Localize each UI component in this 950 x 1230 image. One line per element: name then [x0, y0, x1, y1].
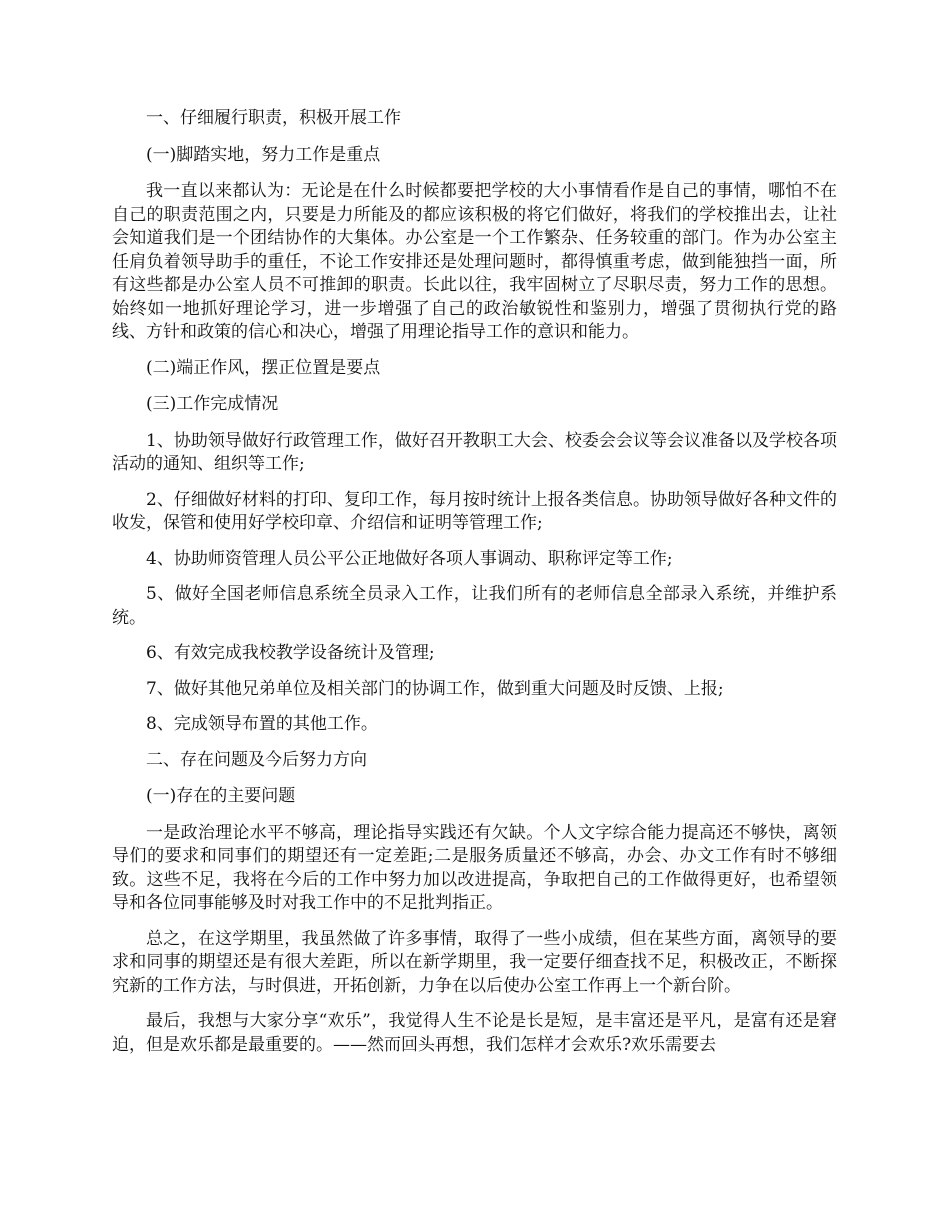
- list-item: 8、完成领导布置的其他工作。: [146, 714, 378, 734]
- list-item: 2、仔细做好材料的打印、复印工作，每月按时统计上报各类信息。协助领导做好各种文件的收发，保管和使用好学校印章、介绍信和证明等管理工作;: [112, 489, 837, 533]
- section-heading-1: 一、仔细履行职责，积极开展工作: [146, 108, 401, 128]
- subsection-heading-4: (一)存在的主要问题: [146, 786, 296, 806]
- body-paragraph: 最后，我想与大家分享“欢乐”，我觉得人生不论是长是短，是丰富还是平凡，是富有还是窘迫，但是欢乐都是最重要的。——然而回头再想，我们怎样才会欢乐?欢乐需要去: [112, 1011, 837, 1055]
- list-item: 5、做好全国老师信息系统全员录入工作，让我们所有的老师信息全部录入系统，并维护系统。: [112, 584, 837, 628]
- list-item: 6、有效完成我校教学设备统计及管理;: [146, 643, 435, 663]
- subsection-heading-1: (一)脚踏实地，努力工作是重点: [146, 144, 381, 165]
- subsection-heading-2: (二)端正作风，摆正位置是要点: [146, 357, 381, 378]
- list-item: 7、做好其他兄弟单位及相关部门的协调工作，做到重大问题及时反馈、上报;: [146, 678, 724, 699]
- body-paragraph: 我一直以来都认为：无论是在什么时候都要把学校的大小事情看作是自己的事情，哪怕不在自己的职责范围之内，只要是力所能及的都应该积极的将它们做好，将我们的学校推出去，让社会知道我们是一个团结协作的大集体。办公室是一个工作繁杂、任务较重的部门。作为办公室主任肩负着领导助手的重任，不论工作安排还是处理问题时，都得慎重考虑，做到能独挡一面，所有这些都是办公室人员不可推卸的职责。长此以往，我牢固树立了尽职尽责，努力工作的思想。始终如一地抓好理论学习，进一步增强了自己的政治敏锐性和鉴别力，增强了贯彻执行党的路线、方针和政策的信心和决心，增强了用理论指导工作的意识和能力。: [112, 181, 837, 342]
- list-item: 1、协助领导做好行政管理工作，做好召开教职工大会、校委会会议等会议准备以及学校各项活动的通知、组织等工作;: [112, 430, 837, 474]
- document-page: [112, 107, 837, 1069]
- subsection-heading-3: (三)工作完成情况: [146, 394, 279, 414]
- list-item: 4、协助师资管理人员公平公正地做好各项人事调动、职称评定等工作;: [146, 548, 673, 569]
- section-heading-2: 二、存在问题及今后努力方向: [146, 749, 367, 770]
- body-paragraph: 一是政治理论水平不够高，理论指导实践还有欠缺。个人文字综合能力提高还不够快，离领导们的要求和同事们的期望还有一定差距;二是服务质量还不够高，办会、办文工作有时不够细致。这些不足，我将在今后的工作中努力加以改进提高，争取把自己的工作做得更好，也希望领导和各位同事能够及时对我工作中的不足批判指正。: [112, 822, 837, 913]
- body-paragraph: 总之，在这学期里，我虽然做了许多事情，取得了一些小成绩，但在某些方面，离领导的要求和同事的期望还是有很大差距，所以在新学期里，我一定要仔细查找不足，积极改正，不断探究新的工作方法，与时俱进，开拓创新，力争在以后使办公室工作再上一个新台阶。: [112, 928, 837, 996]
